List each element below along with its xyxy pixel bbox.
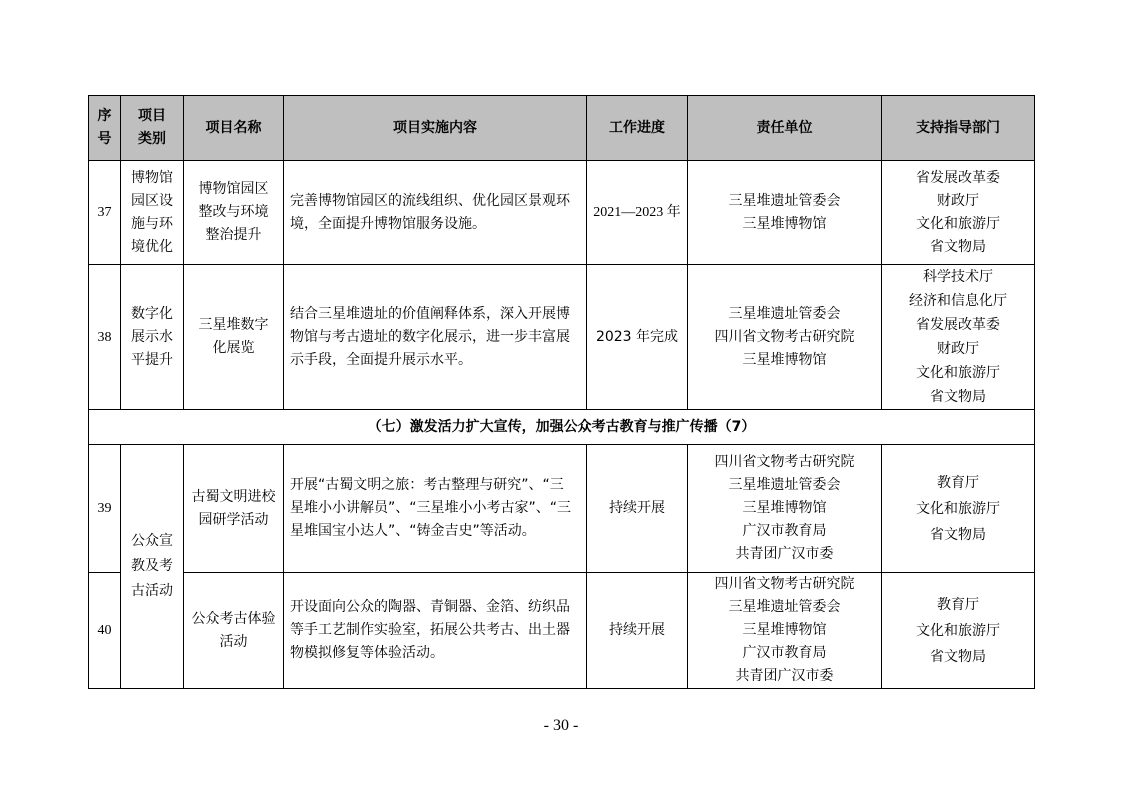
row-seq: 38	[89, 265, 121, 410]
table-row	[89, 573, 1035, 689]
page-number: - 30 -	[543, 717, 579, 734]
row-support: 教育厅 文化和旅游厅 省文物局	[882, 445, 1035, 573]
row-content: 结合三星堆遗址的价值阐释体系，深入开展博 物馆与考古遗址的数字化展示，进一步丰富展 示手段，全面提升展示水平。	[284, 265, 587, 410]
row-progress: 2023 年完成	[587, 265, 688, 410]
header-seq: 序 号	[89, 96, 121, 161]
row-name: 三星堆数字 化展览	[184, 265, 284, 410]
row-responsible: 三星堆遗址管委会 三星堆博物馆	[688, 161, 882, 265]
row-responsible: 四川省文物考古研究院 三星堆遗址管委会 三星堆博物馆 广汉市教育局 共青团广汉市委	[688, 573, 882, 689]
row-category: 数字化 展示水 平提升	[121, 265, 184, 410]
row-name: 古蜀文明进校 园研学活动	[184, 445, 284, 573]
row-support: 科学技术厅 经济和信息化厅 省发展改革委 财政厅 文化和旅游厅 省文物局	[882, 265, 1035, 410]
section-row	[89, 410, 1035, 445]
row-category: 博物馆 园区设 施与环 境优化	[121, 161, 184, 265]
header-category: 项目 类别	[121, 96, 184, 161]
row-support: 教育厅 文化和旅游厅 省文物局	[882, 573, 1035, 689]
header-support: 支持指导部门	[882, 96, 1035, 161]
row-content: 开设面向公众的陶器、青铜器、金箔、纺织品 等手工艺制作实验室，拓展公共考古、出土器 物模拟修复等体验活动。	[284, 573, 587, 689]
row-support: 省发展改革委 财政厅 文化和旅游厅 省文物局	[882, 161, 1035, 265]
row-seq: 40	[89, 573, 121, 689]
row-name: 博物馆园区 整改与环境 整治提升	[184, 161, 284, 265]
row-name: 公众考古体验 活动	[184, 573, 284, 689]
row-responsible: 三星堆遗址管委会 四川省文物考古研究院 三星堆博物馆	[688, 265, 882, 410]
header-content: 项目实施内容	[284, 96, 587, 161]
row-content: 开展“古蜀文明之旅：考古整理与研究”、“三 星堆小小讲解员”、“三星堆小小考古家”、“三 星堆国宝小达人”、“铸金吉史”等活动。	[284, 445, 587, 573]
header-progress: 工作进度	[587, 96, 688, 161]
table-row	[89, 161, 1035, 265]
section-title: （七）激发活力扩大宣传，加强公众考古教育与推广传播（7）	[89, 410, 1035, 445]
project-table	[88, 95, 1035, 689]
row-category-shared: 公众宣 教及考 古活动	[121, 445, 184, 689]
row-seq: 39	[89, 445, 121, 573]
row-progress: 2021—2023 年	[587, 161, 688, 265]
row-progress: 持续开展	[587, 573, 688, 689]
header-responsible: 责任单位	[688, 96, 882, 161]
row-progress: 持续开展	[587, 445, 688, 573]
row-content: 完善博物馆园区的流线组织、优化园区景观环 境，全面提升博物馆服务设施。	[284, 161, 587, 265]
row-responsible: 四川省文物考古研究院 三星堆遗址管委会 三星堆博物馆 广汉市教育局 共青团广汉市委	[688, 445, 882, 573]
table-row	[89, 265, 1035, 410]
table-row	[89, 445, 1035, 573]
header-row	[89, 96, 1035, 161]
row-seq: 37	[89, 161, 121, 265]
header-name: 项目名称	[184, 96, 284, 161]
